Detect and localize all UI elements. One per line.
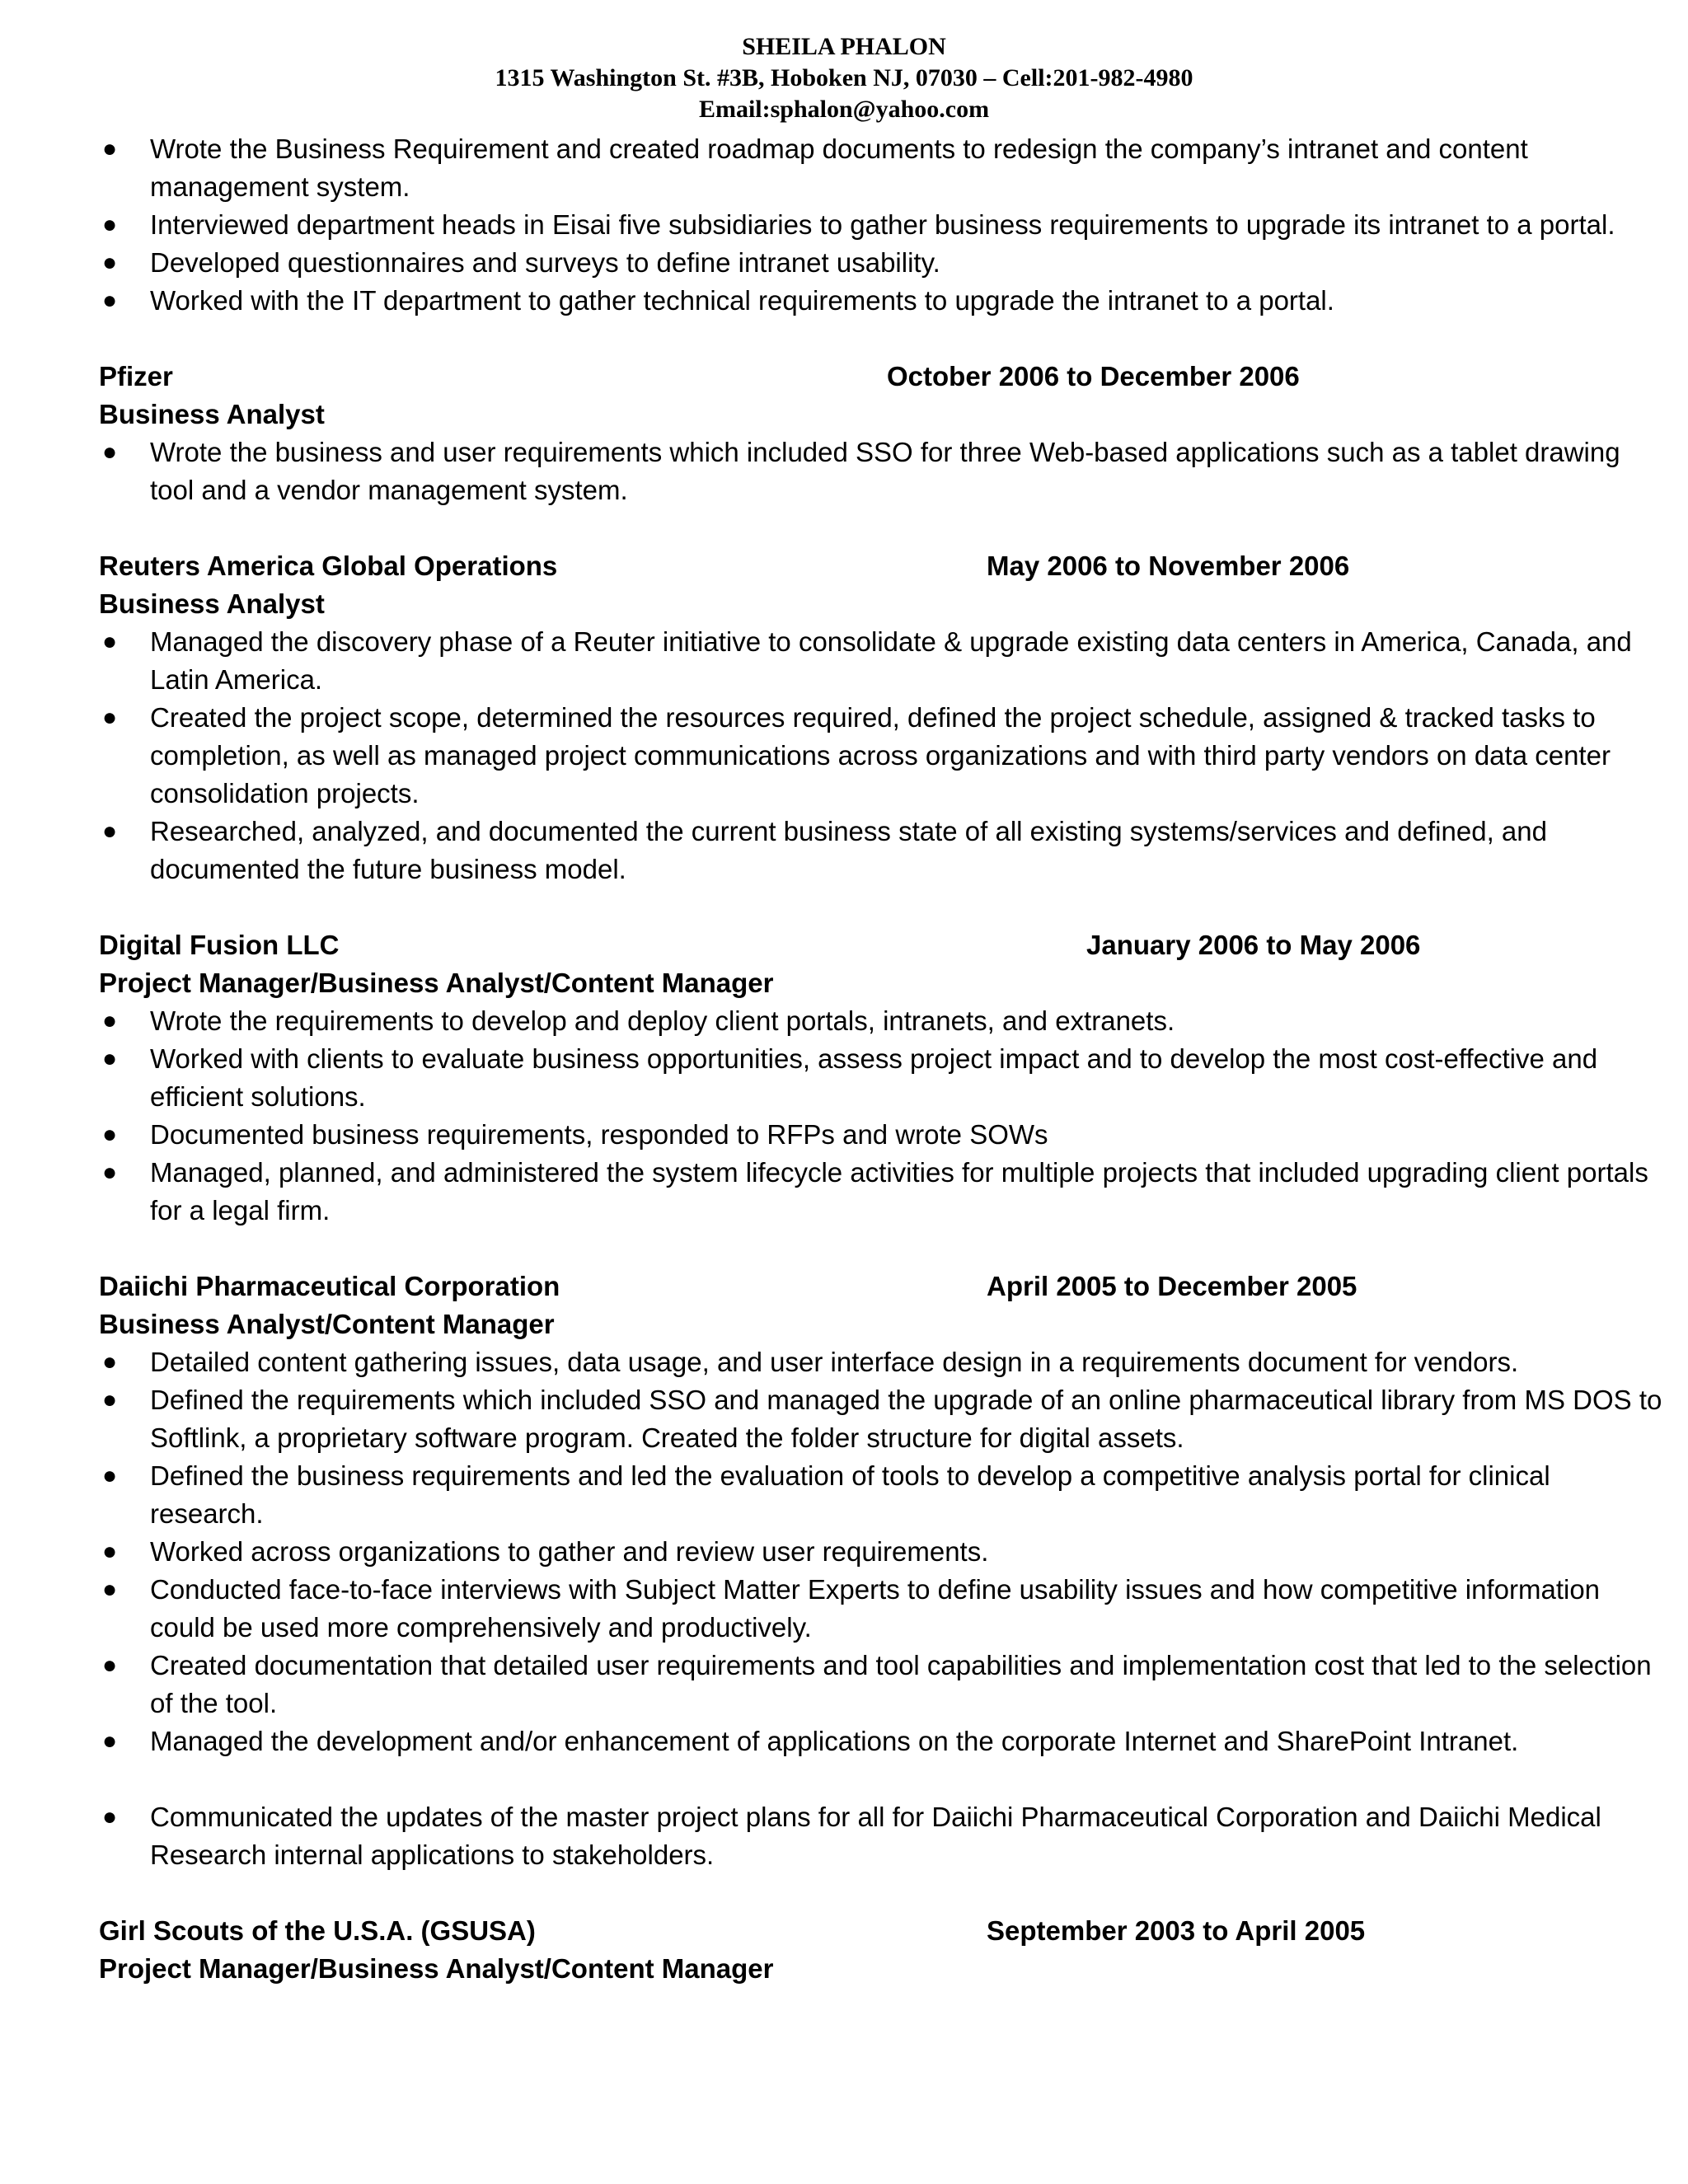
list-item: ● Communicated the updates of the master project plans for all for Daiichi Pharmaceutical Corporation and Daiichi Medical Research internal applications to stakeholders. — [99, 1798, 1667, 1874]
spacer — [99, 888, 1582, 926]
bullet-icon: ● — [102, 818, 118, 845]
list-item: ● Managed the discovery phase of a Reuter initiative to consolidate & upgrade existing data centers in America, Canada, and Latin America. — [99, 623, 1667, 699]
list-item: ● Worked across organizations to gather and review user requirements. — [99, 1533, 1667, 1571]
list-item: ● Defined the requirements which included SSO and managed the upgrade of an online pharmaceutical library from MS DOS to Softlink, a proprietary software program. Created the folder structure for digital assets. — [99, 1381, 1667, 1457]
bullet-icon: ● — [102, 211, 118, 238]
list-item: ● Managed, planned, and administered the system lifecycle activities for multiple projects that included upgrading client portals for a legal firm. — [99, 1154, 1667, 1230]
email-line: Email:sphalon@yahoo.com — [698, 96, 990, 123]
bullet-icon: ● — [102, 1462, 118, 1489]
job-title: Business Analyst/Content Manager — [99, 1309, 555, 1339]
spacer — [99, 320, 1582, 358]
company-name: Reuters America Global Operations — [99, 551, 558, 581]
bullet-icon: ● — [102, 1803, 118, 1830]
list-item: ● Created documentation that detailed user requirements and tool capabilities and implementation cost that led to the selection of the tool. — [99, 1647, 1667, 1722]
bullet-icon: ● — [102, 1348, 118, 1376]
job-bullet-list — [99, 623, 1632, 888]
bullet-icon: ● — [102, 1159, 118, 1186]
job-bullet-list — [99, 1002, 1648, 1230]
list-item: ● Researched, analyzed, and documented the current business state of all existing systems/services and defined, and documented the future business model. — [99, 813, 1667, 888]
resume-body — [99, 130, 1662, 1988]
bullet-icon: ● — [102, 1576, 118, 1603]
company-name: Girl Scouts of the U.S.A. (GSUSA) — [99, 1915, 536, 1946]
list-item: ● Documented business requirements, responded to RFPs and wrote SOWs — [99, 1116, 1667, 1154]
candidate-name: SHEILA PHALON — [742, 33, 946, 60]
list-item: ● Conducted face-to-face interviews with Subject Matter Experts to define usability issues and how competitive information could be used more comprehensively and productively. — [99, 1571, 1667, 1647]
job-header-daiichi — [99, 1268, 1582, 1305]
job-title: Project Manager/Business Analyst/Content Manager — [99, 968, 774, 998]
job-dates: January 2006 to May 2006 — [1086, 930, 1421, 960]
job-title: Business Analyst — [99, 588, 325, 619]
list-item: ● Interviewed department heads in Eisai five subsidiaries to gather business requirements to upgrade its intranet to a portal. — [99, 206, 1667, 244]
bullet-icon: ● — [102, 249, 118, 276]
job-dates: September 2003 to April 2005 — [987, 1915, 1366, 1946]
bullet-icon: ● — [102, 1121, 118, 1148]
list-item: ● Detailed content gathering issues, data usage, and user interface design in a requirements document for vendors. — [99, 1343, 1667, 1381]
company-name: Digital Fusion LLC — [99, 930, 340, 960]
job-header-digital-fusion — [99, 926, 1582, 964]
job-dates: May 2006 to November 2006 — [987, 551, 1350, 581]
company-name: Pfizer — [99, 361, 173, 391]
bullet-icon: ● — [102, 1007, 118, 1034]
job-header-gsusa — [99, 1912, 1582, 1950]
job-dates: April 2005 to December 2005 — [987, 1271, 1357, 1301]
bullet-icon: ● — [102, 1045, 118, 1072]
job-header-reuters — [99, 547, 1582, 585]
list-item: ● Worked with the IT department to gather technical requirements to upgrade the intranet to a portal. — [99, 282, 1667, 320]
bullet-icon: ● — [102, 1538, 118, 1565]
resume-header — [0, 31, 1688, 125]
list-item: ● Wrote the requirements to develop and deploy client portals, intranets, and extranets. — [99, 1002, 1667, 1040]
bullet-icon: ● — [102, 287, 118, 314]
bullet-icon: ● — [102, 628, 118, 655]
address-line: 1315 Washington St. #3B, Hoboken NJ, 07030 – Cell:201-982-4980 — [495, 64, 1193, 91]
bullet-icon: ● — [102, 135, 118, 162]
bullet-icon: ● — [102, 1727, 118, 1755]
bullet-icon: ● — [102, 438, 118, 466]
list-item: ● Created the project scope, determined the resources required, defined the project schedule, assigned & tracked tasks to completion, as well as managed project communications across organizations and with third party vendors on data center consolidation projects. — [99, 699, 1667, 813]
job-bullet-list — [99, 1343, 1662, 1760]
bullet-icon: ● — [102, 1652, 118, 1679]
list-item: ● Managed the development and/or enhancement of applications on the corporate Internet and SharePoint Intranet. — [99, 1722, 1667, 1760]
spacer — [99, 1874, 1582, 1912]
spacer — [99, 509, 1582, 547]
spacer — [99, 1760, 1582, 1798]
intro-bullet-list — [99, 130, 1615, 320]
job-bullet-list — [99, 434, 1620, 509]
list-item: ● Defined the business requirements and led the evaluation of tools to develop a competitive analysis portal for clinical research. — [99, 1457, 1667, 1533]
company-name: Daiichi Pharmaceutical Corporation — [99, 1271, 560, 1301]
list-item: ● Wrote the business and user requirements which included SSO for three Web-based applications such as a tablet drawing tool and a vendor management system. — [99, 434, 1667, 509]
bullet-icon: ● — [102, 1386, 118, 1413]
list-item: ● Developed questionnaires and surveys to define intranet usability. — [99, 244, 1667, 282]
bullet-icon: ● — [102, 704, 118, 731]
job-dates: October 2006 to December 2006 — [887, 361, 1300, 391]
spacer — [99, 1230, 1582, 1268]
list-item: ● Wrote the Business Requirement and created roadmap documents to redesign the company’s intranet and content management system. — [99, 130, 1667, 206]
job-bullet-list — [99, 1798, 1601, 1874]
job-header-pfizer — [99, 358, 1582, 396]
job-title: Project Manager/Business Analyst/Content Manager — [99, 1953, 774, 1984]
job-title: Business Analyst — [99, 399, 325, 429]
list-item: ● Worked with clients to evaluate business opportunities, assess project impact and to develop the most cost-effective and efficient solutions. — [99, 1040, 1667, 1116]
